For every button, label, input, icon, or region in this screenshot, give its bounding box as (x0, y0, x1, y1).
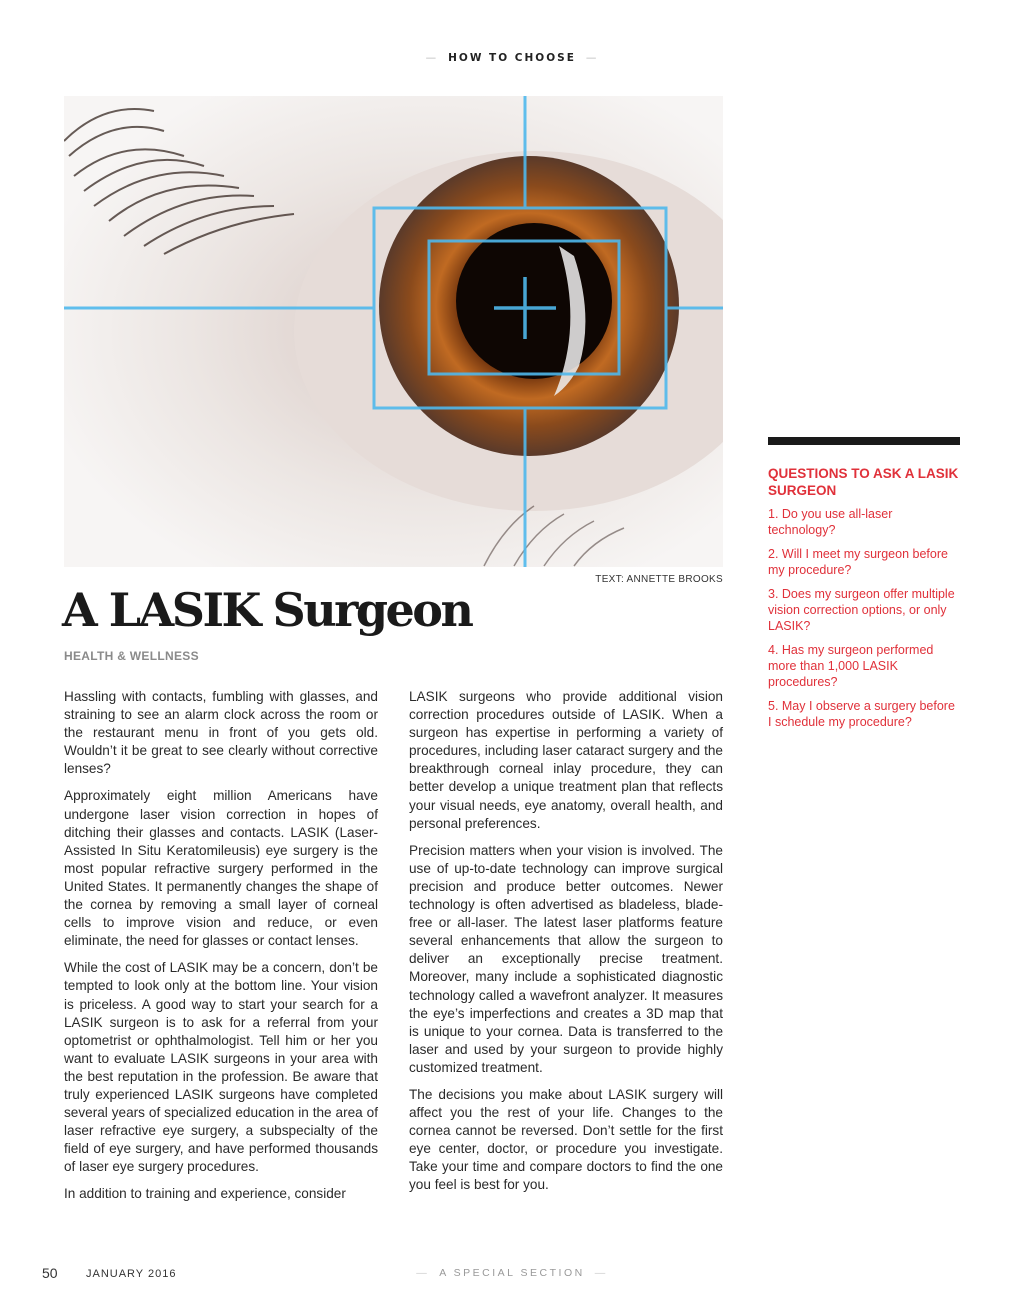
hero-eye-image (64, 96, 723, 567)
article-column-left (64, 688, 378, 1213)
paragraph: Hassling with contacts, fumbling with glasses, and straining to see an alarm clock across the room or the restaurant menu in front of you gets old. Wouldn’t it be great to see clearly without corrective lenses? (64, 689, 378, 777)
photo-credit: TEXT: ANNETTE BROOKS (595, 574, 723, 585)
question-item: 3. Does my surgeon offer multiple vision correction options, or only LASIK? (768, 587, 955, 633)
page-number: 50 (42, 1265, 58, 1281)
section-label (0, 52, 1024, 64)
paragraph: Precision matters when your vision is involved. The use of up-to-date technology can improve surgical precision and produce better outcomes. Newer technology is often advertised as bladeless, blade-free or all-laser. The latest laser platforms feature several enhancements that allow the surgeon to deliver an exceptionally precise treatment. Moreover, many include a sophisticated diagnostic technology called a wavefront analyzer. It measures the eye’s imperfections and creates a 3D map that is unique to your cornea. Data is transferred to the laser and used by your surgeon to provide highly customized treatment. (409, 842, 723, 1075)
questions-list (768, 506, 960, 730)
paragraph: Approximately eight million Americans have undergone laser vision correction in hopes of ditching their glasses and contacts. LASIK (Laser-Assisted In Situ Keratomileusis) eye surgery is the most popular refractive surgery performed in the United States. It permanently changes the shape of the cornea by removing a small layer of corneal cells to improve vision and reduce, or even eliminate, the need for glasses or contact lenses. (64, 788, 378, 949)
footer-section-label (0, 1267, 1024, 1279)
paragraph: In addition to training and experience, consider (64, 1186, 346, 1202)
paragraph: The decisions you make about LASIK surgery will affect you the rest of your life. Changes to the cornea cannot be reversed. Don’t settle for the first eye center, doctor, or procedure you investigate. Take your time and compare doctors to find the one you feel is best for you. (409, 1086, 723, 1193)
section-label-text: HOW TO CHOOSE (448, 52, 576, 64)
question-item: 1. Do you use all-laser technology? (768, 507, 893, 537)
footer-dash-right: — (594, 1267, 608, 1279)
sidebar-heading: QUESTIONS TO ASK A LASIK SURGEON (768, 466, 959, 498)
paragraph: While the cost of LASIK may be a concern, don’t be tempted to look only at the bottom line. Your vision is priceless. A good way to start your search for a LASIK surgeon is to ask for a referral from your optometrist or ophthalmologist. Tell him or her you want to evaluate LASIK surgeons in your area with the best reputation in the profession. Be aware that truly experienced LASIK surgeons have completed several years of specialized education in the area of laser refractive eye surgery, a subspecialty of the field of eye surgery, and have performed thousands of laser eye surgery procedures. (64, 960, 378, 1175)
question-item: 5. May I observe a surgery before I schedule my procedure? (768, 699, 955, 729)
article-title: A LASIK Surgeon (62, 583, 472, 637)
question-item: 4. Has my surgeon performed more than 1,000 LASIK procedures? (768, 643, 934, 689)
question-item: 2. Will I meet my surgeon before my procedure? (768, 547, 948, 577)
eye-illustration (64, 96, 723, 567)
label-dash-right: — (585, 52, 599, 64)
article-column-right (409, 688, 723, 1204)
footer-dash-left: — (416, 1267, 430, 1279)
footer-section-text: A SPECIAL SECTION (439, 1267, 585, 1279)
questions-sidebar (768, 437, 960, 738)
issue-date: JANUARY 2016 (86, 1268, 177, 1280)
paragraph: LASIK surgeons who provide additional vision correction procedures outside of LASIK. When a surgeon has expertise in performing a variety of procedures, including laser cataract surgery and the breakthrough corneal inlay procedure, they can better develop a unique treatment plan that reflects your visual needs, eye anatomy, overall health, and personal preferences. (409, 689, 723, 831)
sidebar-divider-bar (768, 437, 960, 445)
article-category: HEALTH & WELLNESS (64, 649, 199, 663)
label-dash-left: — (425, 52, 439, 64)
